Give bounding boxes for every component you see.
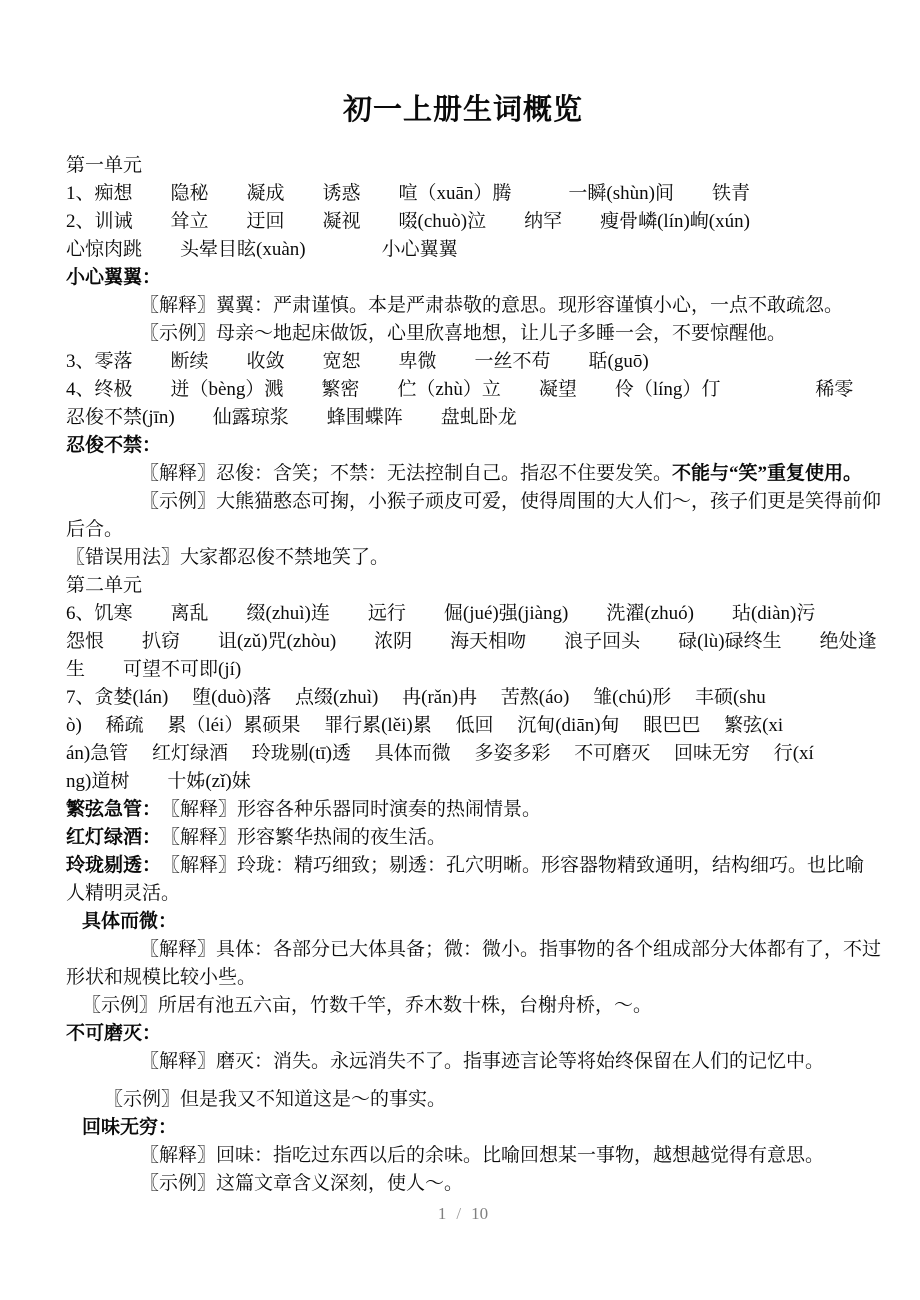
text-run: 忍俊不禁(jīn) 仙露琼浆 蜂围蝶阵 盘虬卧龙 bbox=[66, 407, 517, 428]
definition-xiaoxinyiyi bbox=[66, 292, 860, 320]
vocab-line-6-cont bbox=[66, 628, 877, 656]
example-bukemomie bbox=[66, 1086, 860, 1114]
vocab-line-2 bbox=[66, 208, 860, 236]
text-run: 〖解释〗翼翼：严肃谨慎。本是严肃恭敬的意思。现形容谨慎小心，一点不敢疏忽。 bbox=[140, 295, 844, 316]
text-run: 1、痴想 隐秘 凝成 诱惑 喧（xuān）腾 一瞬(shùn)间 铁青 bbox=[66, 183, 750, 204]
text-run: ng)道树 十姊(zǐ)妹 bbox=[66, 771, 251, 792]
text-run: án)急管 红灯绿酒 玲珑剔(tī)透 具体而微 多姿多彩 不可磨灭 回味无穷 行(xí bbox=[66, 743, 814, 764]
definition-jutierwei bbox=[66, 936, 882, 964]
bold-text-run: 具体而微： bbox=[82, 911, 178, 932]
word-heading-huiweiwuqiong bbox=[66, 1114, 860, 1142]
vocab-line-7-cont2 bbox=[66, 740, 860, 768]
text-run: 〖解释〗忍俊：含笑；不禁：无法控制自己。指忍不住要发笑。 bbox=[140, 463, 673, 484]
definition-hongdenglvjiu bbox=[66, 824, 860, 852]
definition-renjunbujin bbox=[66, 460, 863, 488]
vocab-line-1 bbox=[66, 180, 860, 208]
text-run: 〖示例〗母亲～地起床做饭，心里欣喜地想，让儿子多睡一会，不要惊醒他。 bbox=[140, 323, 787, 344]
bold-text-run: 玲珑剔透： bbox=[66, 855, 152, 876]
text-run: 3、零落 断续 收敛 宽恕 卑微 一丝不苟 聒(guō) bbox=[66, 351, 649, 372]
text-run: 6、饥寒 离乱 缀(zhuì)连 远行 倔(jué)强(jiàng) 洗濯(zhuó) 玷(diàn)污 bbox=[66, 603, 816, 624]
unit-heading-2 bbox=[66, 572, 860, 600]
bold-text-run: 回味无穷： bbox=[82, 1117, 178, 1138]
text-run: ò) 稀疏 累（léi）累硕果 罪行累(lěi)累 低回 沉甸(diān)甸 眼巴巴 繁弦(xi bbox=[66, 715, 784, 736]
vocab-line-3 bbox=[66, 348, 860, 376]
vocab-line-6-cont2 bbox=[66, 656, 860, 684]
bold-text-run: 小心翼翼： bbox=[66, 267, 162, 288]
text-run: 2、训诫 耸立 迂回 凝视 啜(chuò)泣 纳罕 瘦骨嶙(lín)峋(xún) bbox=[66, 211, 750, 232]
text-run: 第一单元 bbox=[66, 155, 143, 176]
vocab-line-4 bbox=[66, 376, 860, 404]
bold-text-run: 不可磨灭： bbox=[66, 1023, 162, 1044]
text-run: 〖解释〗形容繁华热闹的夜生活。 bbox=[151, 827, 447, 848]
vocab-line-7-cont3 bbox=[66, 768, 860, 796]
text-run: 〖解释〗形容各种乐器同时演奏的热闹情景。 bbox=[151, 799, 542, 820]
unit-heading-1 bbox=[66, 152, 860, 180]
definition-fanxianjiguan bbox=[66, 796, 860, 824]
text-run: 人精明灵活。 bbox=[66, 883, 181, 904]
example-renjunbujin bbox=[66, 488, 882, 516]
definition-jutierwei-cont bbox=[66, 964, 860, 992]
bold-text-run: 红灯绿酒： bbox=[66, 827, 152, 848]
text-run: 〖解释〗玲珑：精巧细致；剔透：孔穴明晰。形容器物精致通明，结构细巧。也比喻 bbox=[151, 855, 865, 876]
definition-linglongtitou bbox=[66, 852, 865, 880]
misuse-renjunbujin bbox=[66, 544, 860, 572]
vocab-line-7-cont bbox=[66, 712, 860, 740]
text-run: 4、终极 迸（bèng）溅 繁密 伫（zhù）立 凝望 伶（líng）仃 稀零 bbox=[66, 379, 854, 400]
example-jutierwei bbox=[66, 992, 860, 1020]
example-renjunbujin-cont bbox=[66, 516, 860, 544]
text-run: 〖解释〗磨灭：消失。永远消失不了。指事迹言论等将始终保留在人们的记忆中。 bbox=[140, 1051, 825, 1072]
vocab-line-6 bbox=[66, 600, 860, 628]
page-number-current: 1 bbox=[437, 1204, 447, 1223]
text-run: 第二单元 bbox=[66, 575, 143, 596]
text-run: 7、贪婪(lán) 堕(duò)落 点缀(zhuì) 冉(rǎn)冉 苦熬(áo) 雏(chú)形 丰硕(shu bbox=[66, 687, 766, 708]
vocab-line-4-cont bbox=[66, 404, 860, 432]
bold-text-run: 忍俊不禁： bbox=[66, 435, 162, 456]
definition-bukemomie bbox=[66, 1048, 860, 1076]
page-title: 初一上册生词概览 bbox=[342, 94, 583, 126]
text-run: 〖解释〗回味：指吃过东西以后的余味。比喻回想某一事物，越想越觉得有意思。 bbox=[140, 1145, 825, 1166]
text-run: 〖示例〗但是我又不知道这是～的事实。 bbox=[104, 1089, 447, 1110]
word-heading-jutierwei bbox=[66, 908, 860, 936]
bold-text-run: 不能与“笑”重复使用。 bbox=[672, 463, 863, 484]
vocab-line-7 bbox=[66, 684, 860, 712]
word-heading-xiaoxinyiyi bbox=[66, 264, 860, 292]
text-run: 怨恨 扒窃 诅(zǔ)咒(zhòu) 浓阴 海天相吻 浪子回头 碌(lù)碌终生 绝处逢 bbox=[66, 631, 877, 652]
text-run: 〖示例〗所居有池五六亩，竹数千竿，乔木数十株，台榭舟桥，～。 bbox=[82, 995, 653, 1016]
text-run: 〖示例〗这篇文章含义深刻，使人～。 bbox=[140, 1173, 464, 1194]
text-run: 〖错误用法〗大家都忍俊不禁地笑了。 bbox=[66, 547, 390, 568]
page-number-total: 10 bbox=[471, 1204, 489, 1223]
text-run: 形状和规模比较小些。 bbox=[66, 967, 257, 988]
example-huiweiwuqiong bbox=[66, 1170, 860, 1198]
document-body bbox=[66, 152, 882, 1198]
text-run: 〖示例〗大熊猫憨态可掬，小猴子顽皮可爱，使得周围的大人们～，孩子们更是笑得前仰 bbox=[140, 491, 882, 512]
text-run: 生 可望不可即(jí) bbox=[66, 659, 242, 680]
page-number-separator: / bbox=[456, 1204, 462, 1223]
page-footer bbox=[66, 1202, 860, 1226]
text-run: 〖解释〗具体：各部分已大体具备；微：微小。指事物的各个组成部分大体都有了，不过 bbox=[140, 939, 882, 960]
text-run: 心惊肉跳 头晕目眩(xuàn) 小心翼翼 bbox=[66, 239, 458, 260]
example-xiaoxinyiyi bbox=[66, 320, 860, 348]
word-heading-bukemomie bbox=[66, 1020, 860, 1048]
word-heading-renjunbujin bbox=[66, 432, 860, 460]
definition-huiweiwuqiong bbox=[66, 1142, 860, 1170]
vocab-line-2-cont bbox=[66, 236, 860, 264]
definition-linglongtitou-cont bbox=[66, 880, 860, 908]
text-run: 后合。 bbox=[66, 519, 124, 540]
bold-text-run: 繁弦急管： bbox=[66, 799, 152, 820]
